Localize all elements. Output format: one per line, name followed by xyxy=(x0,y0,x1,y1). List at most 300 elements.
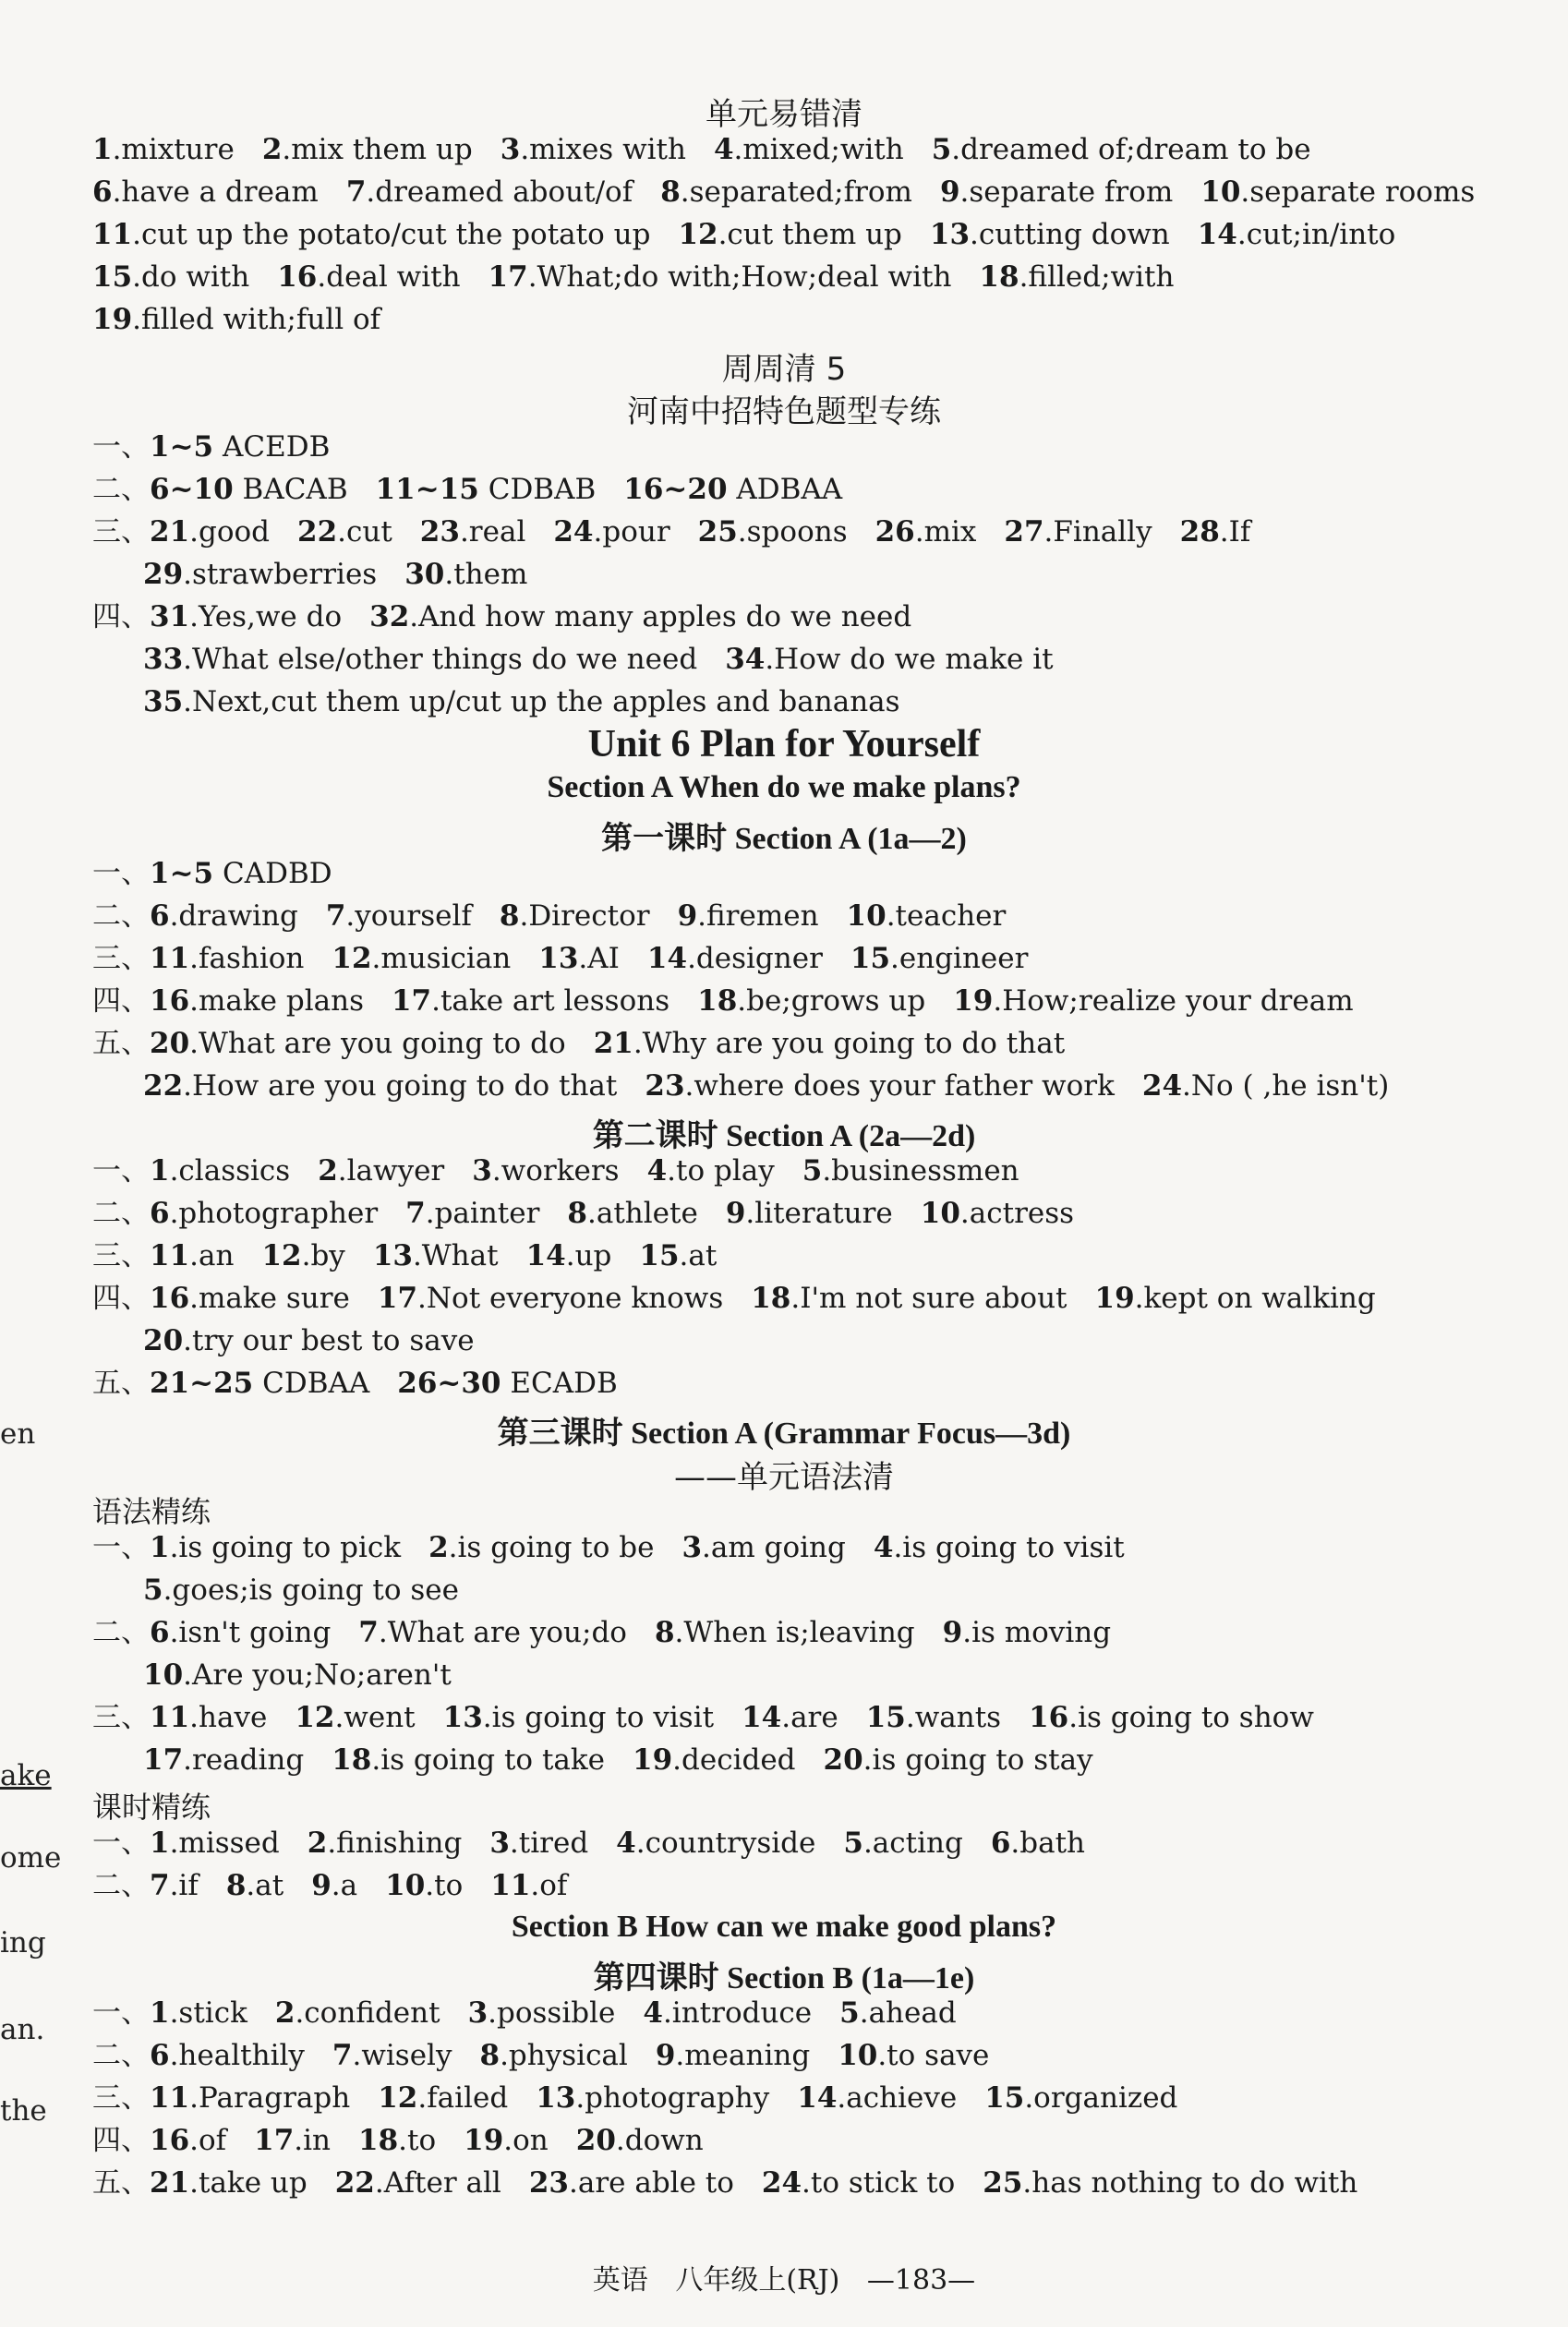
answer-item xyxy=(150,2166,308,2200)
answer-number: 17 xyxy=(391,984,432,1018)
answer-number: 1 xyxy=(92,133,113,166)
answer-item xyxy=(553,515,669,549)
answer-number: 15 xyxy=(639,1239,680,1272)
answer-text: .acting xyxy=(862,1827,963,1860)
answer-number: 7 xyxy=(405,1197,426,1230)
answer-text: .missed xyxy=(169,1827,280,1860)
answer-line xyxy=(92,471,1533,508)
answer-item xyxy=(698,515,848,549)
question-group-marker: 一、 xyxy=(92,1827,150,1860)
answer-item xyxy=(678,218,901,251)
answer-item xyxy=(847,899,1007,933)
answer-text: .is going to pick xyxy=(169,1531,402,1564)
answer-item xyxy=(277,260,460,294)
answer-number: 10 xyxy=(838,2039,878,2072)
answer-item xyxy=(751,1282,1067,1315)
answer-number: 16 xyxy=(150,2124,190,2157)
answer-item xyxy=(488,260,952,294)
answer-number: 18 xyxy=(697,984,738,1018)
answer-text: .confident xyxy=(295,1996,440,2030)
answer-number: 11 xyxy=(150,1239,190,1272)
answer-text: .is going to be xyxy=(448,1531,655,1564)
answer-text: .separated;from xyxy=(680,175,912,209)
answer-text: .How;realize your dream xyxy=(993,984,1354,1018)
answer-item xyxy=(656,2039,810,2072)
answer-item xyxy=(378,2081,508,2115)
answer-number: 9 xyxy=(311,1869,332,1902)
answer-number: 32 xyxy=(369,600,410,633)
answer-number: 3 xyxy=(489,1827,510,1860)
answer-text: .What xyxy=(412,1239,499,1272)
question-group-marker: 一、 xyxy=(92,1531,150,1564)
answer-item xyxy=(576,2124,704,2157)
answer-number: 17 xyxy=(143,1743,184,1777)
answer-item xyxy=(991,1827,1085,1860)
answer-item xyxy=(150,984,364,1018)
cropped-adjacent-page-text: ing xyxy=(0,1926,46,1959)
answer-number: 17 xyxy=(377,1282,418,1315)
answer-text: .tired xyxy=(509,1827,589,1860)
answer-number: 18 xyxy=(358,2124,399,2157)
answer-item xyxy=(697,984,925,1018)
answer-item xyxy=(150,1239,234,1272)
answer-item xyxy=(150,1996,247,2030)
answer-text: .actress xyxy=(959,1197,1075,1230)
answer-number: 6 xyxy=(92,175,113,209)
answer-number: 16~20 xyxy=(623,473,728,506)
answer-number: 3 xyxy=(681,1531,703,1564)
answer-item xyxy=(655,1616,915,1649)
answer-text: .workers xyxy=(491,1154,620,1188)
section-heading: 单元易错清 xyxy=(706,96,862,133)
answer-number: 1~5 xyxy=(150,857,214,890)
answer-item xyxy=(373,1239,499,1272)
answer-item xyxy=(940,175,1173,209)
answer-line xyxy=(92,513,1533,550)
answer-text: .Paragraph xyxy=(189,2081,351,2115)
question-group-marker: 二、 xyxy=(92,899,150,933)
section-heading: 第四课时 Section B (1a—1e) xyxy=(593,1961,975,1995)
answer-item xyxy=(538,942,620,975)
question-group-marker: 二、 xyxy=(92,2039,150,2072)
answer-text: .cutting down xyxy=(970,218,1170,251)
answer-number: 24 xyxy=(553,515,594,549)
answer-text: .real xyxy=(459,515,526,549)
answer-line xyxy=(92,1195,1533,1232)
answer-text: .photographer xyxy=(169,1197,379,1230)
answer-number: 12 xyxy=(261,1239,302,1272)
question-group-marker: 一、 xyxy=(92,1996,150,2030)
answer-number: 13 xyxy=(372,1239,413,1272)
question-group-marker: 四、 xyxy=(92,984,150,1018)
section-heading: 第三课时 Section A (Grammar Focus—3d) xyxy=(497,1417,1071,1451)
answer-text: .to play xyxy=(667,1154,775,1188)
answer-text: .lawyer xyxy=(337,1154,445,1188)
answer-item xyxy=(824,1743,1093,1777)
answer-text: .spoons xyxy=(737,515,848,549)
answer-line xyxy=(92,1365,1533,1402)
answer-item xyxy=(839,1996,957,2030)
answer-item xyxy=(930,218,1170,251)
answer-text: .athlete xyxy=(587,1197,698,1230)
answer-item xyxy=(489,1827,588,1860)
answer-item xyxy=(645,1069,1115,1103)
page-footer xyxy=(0,2257,1568,2297)
answer-number: 12 xyxy=(332,942,372,975)
answer-number: 6~10 xyxy=(150,473,234,506)
answer-text: ADBAA xyxy=(727,473,843,506)
answer-line xyxy=(92,2037,1533,2074)
answer-text: .good xyxy=(189,515,271,549)
answer-item xyxy=(226,1869,283,1902)
answer-text: .engineer xyxy=(890,942,1029,975)
answer-text: .I'm not sure about xyxy=(790,1282,1067,1315)
answer-item xyxy=(332,2039,452,2072)
answer-item xyxy=(616,1827,815,1860)
question-group-marker: 三、 xyxy=(92,2081,150,2115)
answer-number: 8 xyxy=(567,1197,587,1230)
answer-line xyxy=(92,2080,1533,2116)
answer-number: 19 xyxy=(633,1743,673,1777)
section-heading: 河南中招特色题型专练 xyxy=(627,393,941,430)
answer-item xyxy=(647,1154,775,1188)
answer-number: 15 xyxy=(92,260,133,294)
answer-item xyxy=(647,942,823,975)
answer-text: .have a dream xyxy=(112,175,319,209)
answer-item xyxy=(150,899,298,933)
answer-number: 20 xyxy=(143,1324,184,1357)
answer-number: 19 xyxy=(464,2124,504,2157)
answer-line xyxy=(92,855,1533,892)
answer-number: 8 xyxy=(225,1869,247,1902)
answer-number: 13 xyxy=(929,218,971,251)
cropped-adjacent-page-text: ome xyxy=(0,1841,62,1875)
answer-item xyxy=(594,1027,1065,1060)
section-heading: 第二课时 Section A (2a—2d) xyxy=(592,1119,976,1153)
answer-text: .is going to visit xyxy=(482,1701,715,1734)
answer-text: .What are you going to do xyxy=(189,1027,566,1060)
answer-number: 11 xyxy=(150,942,190,975)
answer-line xyxy=(92,259,1533,295)
answer-text: CADBD xyxy=(213,857,332,890)
answer-item xyxy=(529,2166,734,2200)
answer-text: .is going to stay xyxy=(862,1743,1093,1777)
answer-number: 7 xyxy=(325,899,346,933)
answer-number: 11 xyxy=(150,1701,190,1734)
answer-item xyxy=(326,899,472,933)
answer-text: .of xyxy=(189,2124,227,2157)
section-heading: 第一课时 Section A (1a—2) xyxy=(601,822,967,856)
answer-number: 33 xyxy=(143,643,184,676)
answer-text: .an xyxy=(189,1239,235,1272)
answer-text: .be;grows up xyxy=(737,984,926,1018)
answer-line xyxy=(92,898,1533,934)
footer-page-number: —183— xyxy=(866,2264,976,2297)
answer-number: 19 xyxy=(953,984,994,1018)
answer-text: .cut;in/into xyxy=(1236,218,1396,251)
answer-number: 15 xyxy=(984,2081,1025,2115)
answer-text: .Director xyxy=(519,899,650,933)
answer-item xyxy=(150,2081,350,2115)
footer-subject: 英语 xyxy=(592,2264,648,2297)
answer-item xyxy=(150,473,348,506)
answer-item xyxy=(472,1154,619,1188)
answer-line xyxy=(92,2122,1533,2159)
answer-number: 16 xyxy=(1029,1701,1069,1734)
answer-number: 14 xyxy=(646,942,688,975)
answer-item xyxy=(443,1701,714,1734)
answer-number: 18 xyxy=(751,1282,791,1315)
answer-text: .strawberries xyxy=(183,558,378,591)
question-group-marker: 五、 xyxy=(92,1367,150,1400)
answer-text: .teacher xyxy=(886,899,1007,933)
question-group-marker: 三、 xyxy=(92,942,150,975)
section-heading: ——单元语法清 xyxy=(674,1459,894,1496)
question-group-marker: 二、 xyxy=(92,1197,150,1230)
answer-item xyxy=(1004,515,1152,549)
answer-item xyxy=(275,1996,440,2030)
answer-number: 22 xyxy=(297,515,338,549)
answer-item xyxy=(143,558,377,591)
answer-number: 21 xyxy=(150,515,190,549)
answer-item xyxy=(254,2124,331,2157)
answer-line xyxy=(92,1825,1533,1862)
answer-number: 1~5 xyxy=(150,430,214,464)
answer-number: 24 xyxy=(761,2166,802,2200)
answer-number: 10 xyxy=(143,1658,184,1692)
answer-item xyxy=(979,260,1174,294)
answer-text: .literature xyxy=(745,1197,893,1230)
question-group-marker: 四、 xyxy=(92,1282,150,1315)
answer-text: .bath xyxy=(1010,1827,1086,1860)
answer-text: .do with xyxy=(132,260,250,294)
answer-line xyxy=(92,940,1533,977)
answer-item xyxy=(335,2166,501,2200)
answer-text: .mix xyxy=(914,515,977,549)
answer-number: 6 xyxy=(150,1197,170,1230)
answer-number: 14 xyxy=(525,1239,566,1272)
answer-text: .businessmen xyxy=(822,1154,1019,1188)
answer-number: 8 xyxy=(479,2039,501,2072)
answer-text: .mixed;with xyxy=(733,133,904,166)
answer-item xyxy=(1200,175,1475,209)
answer-item xyxy=(318,1154,444,1188)
answer-text: .if xyxy=(169,1869,199,1902)
answer-text: .How are you going to do that xyxy=(183,1069,618,1103)
answer-line xyxy=(92,1237,1533,1274)
answer-text: .meaning xyxy=(675,2039,811,2072)
answer-number: 6 xyxy=(150,1616,170,1649)
answer-item xyxy=(369,600,911,633)
answer-number: 10 xyxy=(1200,175,1241,209)
answer-number: 12 xyxy=(295,1701,335,1734)
answer-text: .up xyxy=(565,1239,612,1272)
answer-item xyxy=(479,2039,627,2072)
answer-number: 9 xyxy=(725,1197,746,1230)
answer-text: .by xyxy=(301,1239,345,1272)
question-group-marker: 四、 xyxy=(92,2124,150,2157)
answer-text: .healthily xyxy=(169,2039,305,2072)
answer-number: 4 xyxy=(713,133,734,166)
answer-number: 5 xyxy=(931,133,952,166)
answer-text: .cut up the potato/cut the potato up xyxy=(132,218,651,251)
answer-number: 17 xyxy=(488,260,528,294)
answer-number: 30 xyxy=(404,558,445,591)
answer-item xyxy=(714,133,904,166)
answer-number: 24 xyxy=(1141,1069,1183,1103)
answer-number: 8 xyxy=(499,899,520,933)
answer-text: .of xyxy=(530,1869,568,1902)
answer-number: 20 xyxy=(823,1743,863,1777)
answer-item xyxy=(726,1197,893,1230)
answer-text: CDBAA xyxy=(253,1367,370,1400)
answer-item xyxy=(150,1282,350,1315)
answer-item xyxy=(681,1531,845,1564)
cropped-adjacent-page-text: ake xyxy=(0,1759,52,1792)
answer-text: .How do we make it xyxy=(765,643,1054,676)
answer-number: 12 xyxy=(678,218,718,251)
answer-line xyxy=(92,1152,1533,1189)
answer-number: 1 xyxy=(150,1996,170,2030)
answer-item xyxy=(501,133,686,166)
answer-text: .make plans xyxy=(189,984,364,1018)
answer-item xyxy=(143,685,900,718)
answer-number: 4 xyxy=(646,1154,668,1188)
answer-item xyxy=(261,1239,344,1272)
answer-text: .to xyxy=(398,2124,437,2157)
answer-number: 13 xyxy=(536,2081,576,2115)
answer-item xyxy=(953,984,1353,1018)
answer-number: 5 xyxy=(843,1827,863,1860)
answer-item xyxy=(150,1154,290,1188)
answer-number: 11 xyxy=(490,1869,531,1902)
answer-item xyxy=(150,1616,331,1649)
answer-text: .finishing xyxy=(327,1827,463,1860)
answer-text: .ahead xyxy=(859,1996,957,2030)
answer-number: 11 xyxy=(92,218,133,251)
answer-number: 18 xyxy=(332,1743,372,1777)
answer-text: .mixes with xyxy=(520,133,686,166)
answer-item xyxy=(725,643,1053,676)
answer-item xyxy=(742,1701,838,1734)
answer-text: .filled;with xyxy=(1019,260,1175,294)
answer-text: .dreamed of;dream to be xyxy=(951,133,1311,166)
answer-line xyxy=(92,1529,1533,1566)
answer-item xyxy=(143,1573,459,1607)
answer-number: 19 xyxy=(92,303,133,336)
answer-text: .to xyxy=(425,1869,464,1902)
answer-number: 23 xyxy=(528,2166,569,2200)
cropped-adjacent-page-text: the xyxy=(0,2094,47,2128)
answer-text: .Are you;No;aren't xyxy=(183,1658,452,1692)
answer-text: .Finally xyxy=(1043,515,1152,549)
answer-item xyxy=(92,303,380,336)
answer-number: 31 xyxy=(150,600,190,633)
answer-item xyxy=(405,1197,539,1230)
answer-text: .make sure xyxy=(189,1282,350,1315)
answer-number: 16 xyxy=(150,984,190,1018)
answer-line xyxy=(92,428,1533,465)
section-heading: 周周清 5 xyxy=(721,351,847,388)
answer-item xyxy=(797,2081,957,2115)
answer-number: 3 xyxy=(500,133,521,166)
exercise-subheading: 课时精练 xyxy=(92,1790,211,1825)
answer-text: ACEDB xyxy=(213,430,331,464)
answer-item xyxy=(143,1658,452,1692)
answer-text: .deal with xyxy=(317,260,461,294)
answer-text: .stick xyxy=(169,1996,247,2030)
answer-line xyxy=(143,1067,1568,1104)
answer-number: 23 xyxy=(645,1069,685,1103)
answer-item xyxy=(358,2124,436,2157)
answer-item xyxy=(392,984,669,1018)
answer-text: .firemen xyxy=(697,899,819,933)
answer-number: 17 xyxy=(254,2124,295,2157)
answer-text: .mixture xyxy=(112,133,235,166)
answer-line xyxy=(92,1995,1533,2032)
answer-item xyxy=(464,2124,549,2157)
answer-text: .am going xyxy=(702,1531,846,1564)
answer-number: 34 xyxy=(725,643,766,676)
answer-number: 26 xyxy=(874,515,915,549)
answer-text: .is going to take xyxy=(371,1743,606,1777)
answer-text: .yourself xyxy=(345,899,472,933)
answer-text: .wants xyxy=(905,1701,1002,1734)
answer-item xyxy=(150,515,270,549)
answer-item xyxy=(295,1701,415,1734)
answer-number: 9 xyxy=(939,175,960,209)
answer-line xyxy=(143,1657,1568,1694)
answer-line xyxy=(143,683,1568,720)
answer-number: 9 xyxy=(677,899,698,933)
answer-item xyxy=(866,1701,1001,1734)
answer-line xyxy=(143,1322,1568,1359)
answer-item xyxy=(428,1531,654,1564)
answer-number: 8 xyxy=(654,1616,675,1649)
answer-number: 20 xyxy=(575,2124,616,2157)
answer-line xyxy=(92,301,1533,338)
answer-line xyxy=(92,131,1533,168)
answer-number: 25 xyxy=(983,2166,1023,2200)
answer-item xyxy=(311,1869,357,1902)
answer-number: 27 xyxy=(1004,515,1044,549)
answer-item xyxy=(633,1743,796,1777)
answer-item xyxy=(762,2166,955,2200)
answer-number: 5 xyxy=(802,1154,823,1188)
cropped-adjacent-page-text: an. xyxy=(0,2013,45,2046)
answer-number: 11 xyxy=(150,2081,190,2115)
answer-text: .them xyxy=(444,558,528,591)
answer-item xyxy=(1198,218,1396,251)
answer-item xyxy=(397,1367,618,1400)
answer-item xyxy=(1180,515,1251,549)
answer-number: 2 xyxy=(274,1996,296,2030)
question-group-marker: 三、 xyxy=(92,1701,150,1734)
answer-text: .mix them up xyxy=(282,133,473,166)
answer-item xyxy=(490,1869,567,1902)
answer-item xyxy=(404,558,527,591)
answer-text: .photography xyxy=(575,2081,770,2115)
answer-item xyxy=(150,1827,280,1860)
answer-text: .goes;is going to see xyxy=(163,1573,459,1607)
answer-number: 21 xyxy=(593,1027,633,1060)
answer-text: .have xyxy=(189,1701,268,1734)
question-group-marker: 三、 xyxy=(92,515,150,549)
answer-text: .is going to visit xyxy=(893,1531,1125,1564)
answer-text: .isn't going xyxy=(169,1616,332,1649)
answer-line xyxy=(92,1025,1533,1062)
answer-item xyxy=(143,1743,304,1777)
